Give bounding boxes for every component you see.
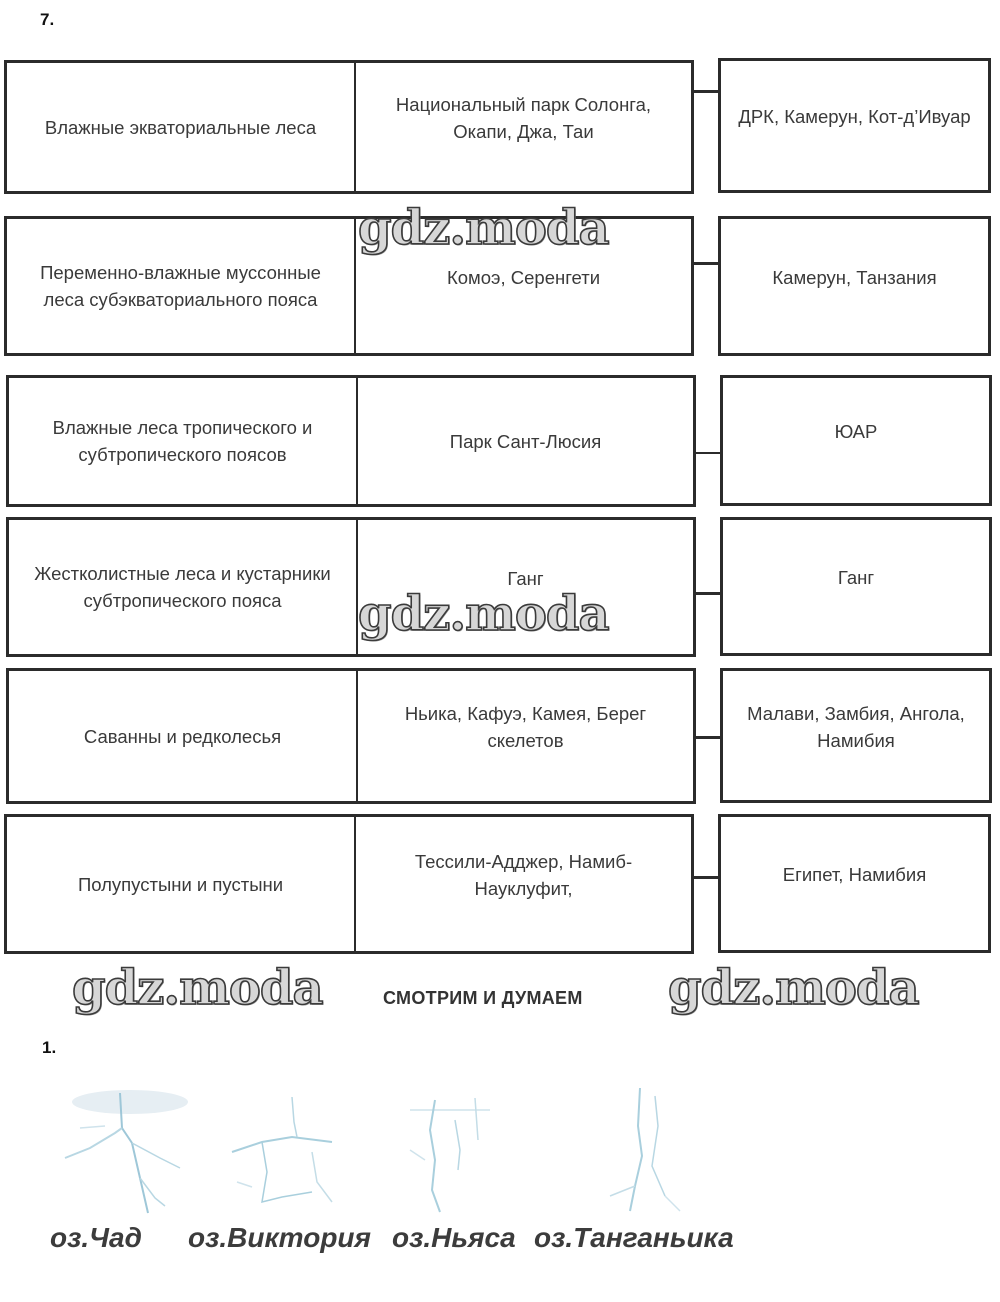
countries-cell	[718, 58, 991, 193]
parks-text: Национальный парк Солонга, Окапи, Джа, Таи	[395, 94, 652, 142]
zone-text: Влажные экваториальные леса	[44, 116, 317, 138]
parks-text: Парк Сант-Люсия	[449, 430, 602, 452]
countries-text: ЮАР	[834, 421, 878, 442]
section-heading: СМОТРИМ И ДУМАЕМ	[383, 988, 583, 1008]
countries-text: Малави, Замбия, Ангола, Намибия	[747, 702, 965, 751]
lake-label: оз.Танганьика	[534, 1222, 734, 1253]
connector-line	[696, 592, 720, 595]
countries-text: Камерун, Танзания	[772, 266, 937, 288]
countries-cell	[720, 668, 992, 803]
watermark: gdz.moda	[72, 960, 323, 1016]
connector-line	[696, 736, 720, 739]
countries-cell	[720, 375, 992, 506]
lake-chad-map-icon	[60, 1088, 190, 1218]
zone-cell	[4, 814, 356, 954]
zone-text: Саванны и редколесья	[83, 725, 282, 747]
zone-text: Переменно-влажные муссонные леса субэкваториального пояса	[40, 262, 321, 310]
watermark: gdz.moda	[358, 200, 609, 256]
parks-cell	[354, 60, 694, 194]
section-number: 7.	[40, 10, 55, 29]
parks-text: Комоэ, Серенгети	[446, 266, 601, 288]
zone-cell	[4, 216, 356, 356]
zone-text: Влажные леса тропического и субтропического поясов	[52, 417, 313, 465]
zone-cell	[6, 668, 358, 804]
zone-cell	[6, 517, 358, 657]
parks-cell	[356, 668, 696, 804]
watermark: gdz.moda	[358, 586, 609, 642]
zone-cell	[4, 60, 356, 194]
connector-line	[696, 452, 720, 454]
lake-tanganyika-map-icon	[600, 1086, 690, 1216]
countries-cell	[718, 216, 991, 356]
zone-cell	[6, 375, 358, 507]
lake-victoria-map-icon	[222, 1092, 342, 1212]
connector-line	[694, 90, 718, 93]
countries-text: Египет, Намибия	[782, 864, 927, 885]
connector-line	[694, 262, 718, 265]
lake-label: оз.Чад	[50, 1222, 142, 1253]
countries-text: ДРК, Камерун, Кот-д’Ивуар	[738, 106, 971, 127]
watermark: gdz.moda	[668, 960, 919, 1016]
lake-nyasa-map-icon	[400, 1090, 500, 1215]
parks-cell	[354, 814, 694, 954]
lake-label: оз.Виктория	[188, 1222, 372, 1253]
connector-line	[694, 876, 718, 879]
parks-text: Тессили-Адджер, Намиб-Науклуфит,	[414, 851, 633, 899]
lake-label: оз.Ньяса	[392, 1222, 516, 1253]
countries-text: Ганг	[837, 567, 875, 588]
parks-cell	[356, 375, 696, 507]
parks-text: Ньика, Кафуэ, Камея, Берег скелетов	[404, 703, 647, 751]
zone-text: Полупустыни и пустыни	[77, 873, 284, 895]
countries-cell	[718, 814, 991, 953]
task-number: 1.	[42, 1038, 57, 1057]
countries-cell	[720, 517, 992, 656]
zone-text: Жестколистные леса и кустарники субтропического пояса	[34, 563, 331, 611]
parks-text: Ганг	[507, 567, 544, 589]
